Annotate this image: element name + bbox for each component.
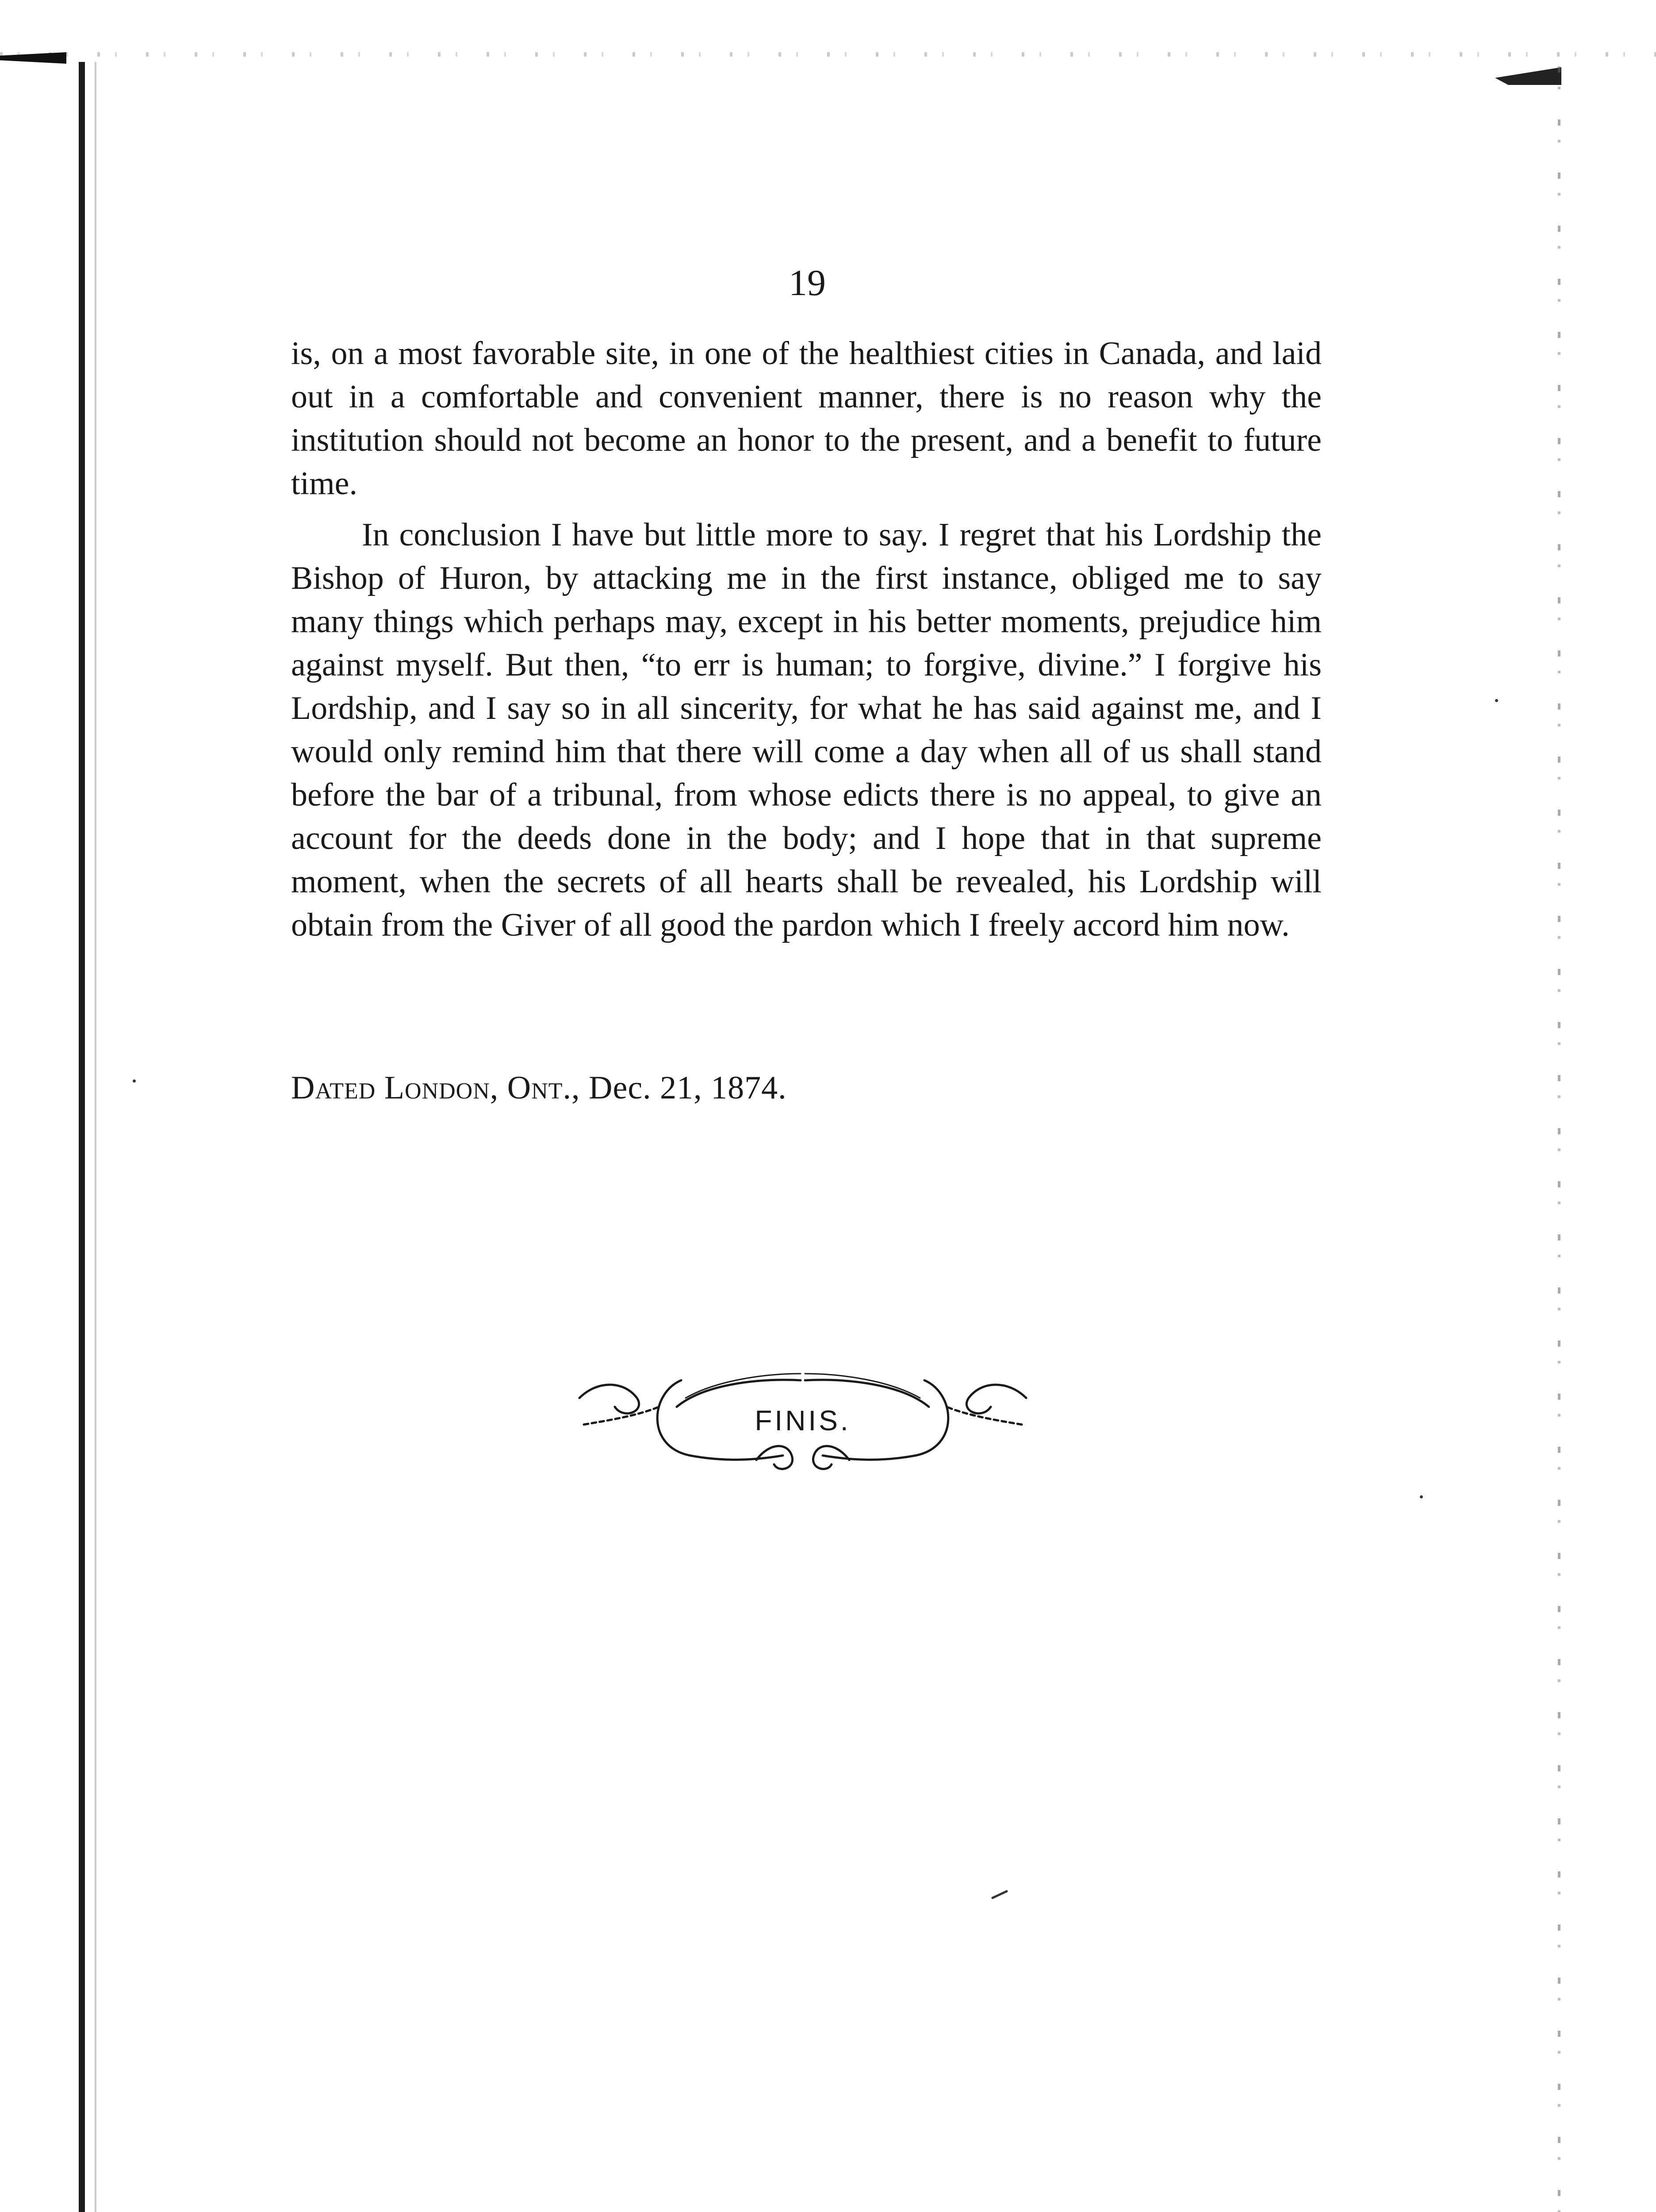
scan-binding-edge xyxy=(79,62,85,2212)
scan-speck xyxy=(133,1079,136,1083)
dateline-dated: Dated xyxy=(291,1070,376,1106)
paragraph: In conclusion I have but little more to say. I regret that his Lordship the Bishop of Huron, by attacking me in the first instance, obliged me to say many things which perhaps may, except in his better moments, prejudice him against myself. But then, “to err is human; to forgive, divine.” I forgive his Lordship, and I say so in all sincerity, for what he has said against me, and I would only remind him that there will come a day when all of us shall stand before the bar of a tribunal, from whose edicts there is no appeal, to give an account for the deeds done in the body; and I hope that in that supreme moment, when the secrets of all hearts shall be revealed, his Lordship will obtain from the Giver of all good the pardon which I freely accord him now. xyxy=(291,517,1322,943)
dateline xyxy=(291,1066,1322,1110)
scan-right-edge xyxy=(1558,66,1560,2212)
dateline-place: London, Ont., xyxy=(384,1070,580,1106)
page-number: 19 xyxy=(789,262,826,303)
scan-speck xyxy=(991,1890,1008,1899)
scan-top-edge xyxy=(0,52,1656,57)
body-text xyxy=(291,332,1322,947)
paragraph: is, on a most favorable site, in one of the healthiest cities in Canada, and laid out in a comfortable and convenient manner, there is no reason why the institution should not become an honor to the present, and a benefit to future time. xyxy=(291,335,1322,502)
finis-label: FINIS. xyxy=(755,1405,851,1436)
dateline-date: Dec. 21, 1874. xyxy=(589,1070,787,1106)
scan-speck xyxy=(1495,699,1498,702)
scan-corner-mark xyxy=(1495,67,1561,85)
scan-binding-shadow xyxy=(95,62,96,2212)
scan-speck xyxy=(1420,1495,1423,1498)
